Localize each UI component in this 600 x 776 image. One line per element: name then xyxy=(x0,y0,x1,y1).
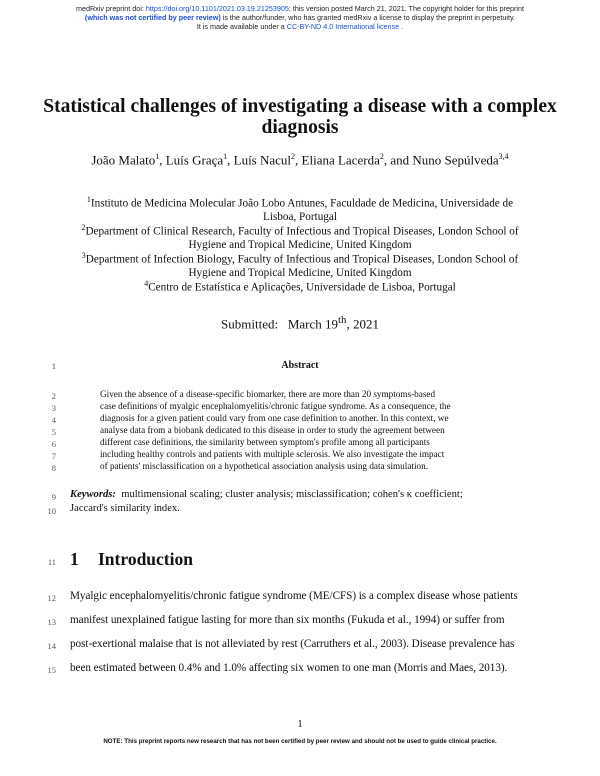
line-number: 9 xyxy=(51,492,56,502)
author-sup: 1 xyxy=(223,152,228,161)
line-number: 2 xyxy=(51,391,56,401)
line-number: 6 xyxy=(51,439,56,449)
line-number: 13 xyxy=(47,617,56,627)
line-number: 11 xyxy=(47,557,56,567)
abstract-line: Given the absence of a disease-specific biomarker, there are more than 20 symptoms-based xyxy=(100,389,436,399)
author: Nuno Sepúlveda xyxy=(412,152,499,168)
header-text: ; this version posted March 21, 2021. The copyright holder for this preprint xyxy=(288,4,525,13)
license-link[interactable]: CC-BY-ND 4.0 International license xyxy=(286,22,400,31)
affiliation-text: Department of Infection Biology, Faculty of Infectious and Tropical Diseases, London School of xyxy=(85,253,519,266)
affiliation-sup: 3 xyxy=(81,251,86,260)
doi-link[interactable]: https://doi.org/10.1101/2021.03.19.21253905 xyxy=(145,4,289,13)
abstract-line: different case definitions, the similarity between symptom's profile among all participants xyxy=(100,437,430,447)
author-sup: 3,4 xyxy=(498,152,509,161)
line-number: 15 xyxy=(47,665,56,675)
line-number: 8 xyxy=(51,463,56,473)
body-line: been estimated between 0.4% and 1.0% affecting six women to one man (Morris and Maes, 2013). xyxy=(70,662,508,674)
line-number: 14 xyxy=(47,641,56,651)
line-number: 4 xyxy=(51,415,56,425)
submitted-month: March 19 xyxy=(287,316,339,332)
author-separator: , xyxy=(159,152,166,168)
header-text: It is made available under a xyxy=(196,22,287,31)
abstract-line: analyse data from a biobank dedicated to this disease in order to study the agreement between xyxy=(100,425,445,435)
line-number: 10 xyxy=(47,506,56,516)
affiliation-sup: 4 xyxy=(144,279,149,288)
affiliation xyxy=(70,249,530,280)
affiliation-text: Department of Clinical Research, Faculty of Infectious and Tropical Diseases, London School of xyxy=(85,225,519,238)
affiliation-text: Lisboa, Portugal xyxy=(263,210,337,223)
section-title: Introduction xyxy=(98,549,193,569)
preprint-header-line-2 xyxy=(0,13,600,22)
paper-title: Statistical challenges of investigating a disease with a complex diagnosis xyxy=(43,96,557,138)
body-line: Myalgic encephalomyelitis/chronic fatigue syndrome (ME/CFS) is a complex disease whose patients xyxy=(70,590,518,602)
abstract-heading: Abstract xyxy=(281,360,319,371)
header-text: . xyxy=(399,22,404,31)
header-text: medRxiv preprint doi: xyxy=(75,4,146,13)
affiliation xyxy=(70,193,530,224)
author: João Malato xyxy=(91,152,156,168)
keywords-text: multimensional scaling; cluster analysis; misclassification; cohen's κ coefficient; xyxy=(121,489,463,500)
preprint-footer-note: NOTE: This preprint reports new research that has not been certified by peer review and should not be used to guide clinical practice. xyxy=(103,738,497,745)
keywords-line xyxy=(70,489,532,500)
author: Luís Nacul xyxy=(233,152,292,168)
body-line: manifest unexplained fatigue lasting for more than six months (Fukuda et al., 1994) or suffer from xyxy=(70,614,505,626)
header-text: is the author/funder, who has granted medRxiv a license to display the preprint in perpetuity. xyxy=(220,13,516,22)
affiliation-sup: 2 xyxy=(81,223,86,232)
line-number: 5 xyxy=(51,427,56,437)
author-sup: 2 xyxy=(379,152,384,161)
keywords-line: Jaccard's similarity index. xyxy=(70,503,180,514)
line-number: 12 xyxy=(47,593,56,603)
submission-date xyxy=(0,314,600,332)
author-separator: , and xyxy=(383,152,413,168)
affiliation-text: Instituto de Medicina Molecular João Lobo Antunes, Faculdade de Medicina, Universidade de xyxy=(90,197,514,210)
affiliation-text: Hygiene and Tropical Medicine, United Kingdom xyxy=(188,238,412,251)
keywords-label: Keywords: xyxy=(70,489,116,500)
submitted-year: , 2021 xyxy=(346,316,379,332)
submitted-sup: th xyxy=(338,314,347,326)
affiliation-text: Hygiene and Tropical Medicine, United Kingdom xyxy=(188,266,412,279)
author-sup: 1 xyxy=(155,152,160,161)
line-number: 7 xyxy=(51,451,56,461)
body-line: post-exertional malaise that is not alleviated by rest (Carruthers et al., 2003). Disease prevalence has xyxy=(70,638,515,650)
abstract-line: of patients' misclassification on a hypothetical association analysis using data simulation. xyxy=(100,461,429,471)
author-list xyxy=(0,152,600,168)
abstract-line: including healthy controls and patients with multiple sclerosis. We also investigate the impact xyxy=(100,449,445,459)
preprint-header-line-3 xyxy=(0,22,600,31)
abstract-line: diagnosis for a given patient could vary from one case definition to another. In this context, we xyxy=(100,413,449,423)
author: Luís Graça xyxy=(165,152,224,168)
affiliation xyxy=(70,277,530,295)
abstract-line: case definitions of myalgic encephalomyelitis/chronic fatigue syndrome. As a consequence, the xyxy=(100,401,451,411)
section-number: 1 xyxy=(70,549,79,569)
peer-review-notice: (which was not certified by peer review) xyxy=(84,13,221,22)
author-sup: 2 xyxy=(291,152,296,161)
page-number: 1 xyxy=(297,718,303,730)
section-heading xyxy=(70,549,193,570)
affiliation-sup: 1 xyxy=(86,195,91,204)
affiliation xyxy=(70,221,530,252)
author-separator: , xyxy=(227,152,234,168)
author-separator: , xyxy=(295,152,302,168)
line-number: 1 xyxy=(51,361,56,371)
line-number: 3 xyxy=(51,403,56,413)
affiliation-text: Centro de Estatística e Aplicações, Universidade de Lisboa, Portugal xyxy=(148,281,456,294)
preprint-header-line-1 xyxy=(0,4,600,13)
author: Eliana Lacerda xyxy=(301,152,380,168)
submitted-label: Submitted: xyxy=(221,316,279,332)
